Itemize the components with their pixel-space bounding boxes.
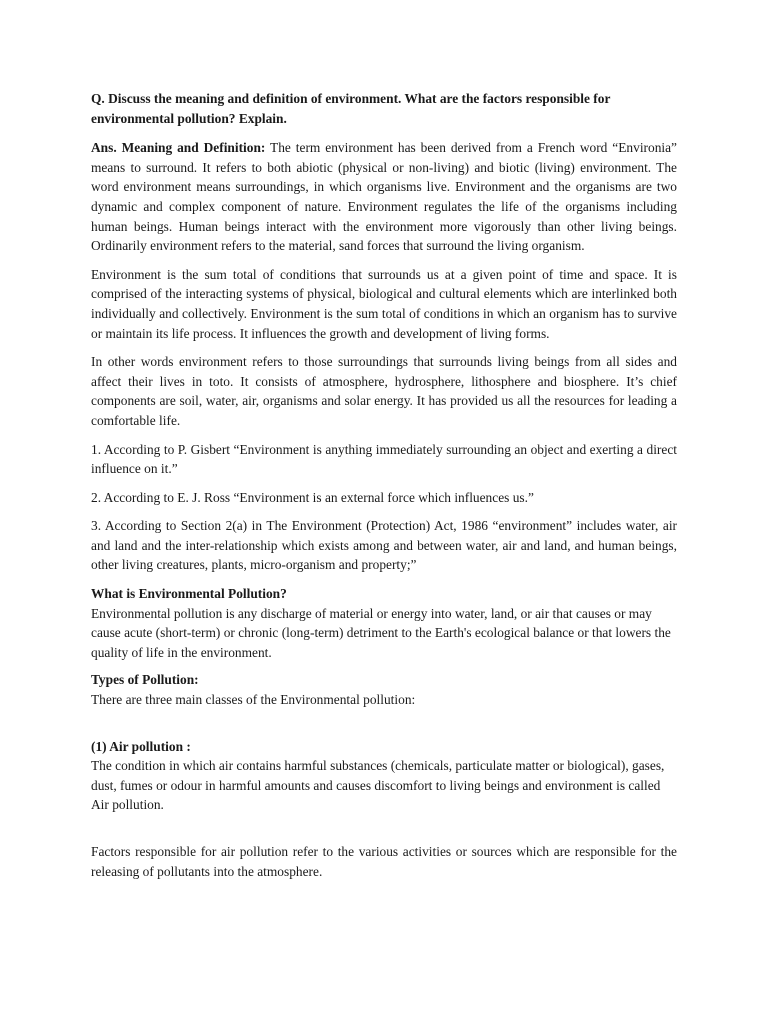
air-pollution-text: The condition in which air contains harmful substances (chemicals, particulate matter or biological), gases, dust, fumes or odour in harmful amounts and causes discomfort to living beings and environment is called Air pollution. <box>91 758 665 813</box>
answer-label: Ans. Meaning and Definition: <box>91 140 266 156</box>
definition-3: 3. According to Section 2(a) in The Environment (Protection) Act, 1986 “environment” includes water, air and land and the inter-relationship which exists among and between water, air and land, and human beings, other living creatures, plants, micro-organism and property;” <box>91 518 677 573</box>
air-pollution-factors: Factors responsible for air pollution refer to the various activities or sources which are responsible for the releasing of pollutants into the atmosphere. <box>91 844 677 879</box>
air-pollution-heading: (1) Air pollution : <box>91 738 191 754</box>
definition-2: 2. According to E. J. Ross “Environment is an external force which influences us.” <box>91 489 534 505</box>
body-paragraph-2: In other words environment refers to those surroundings that surrounds living beings from all sides and affect their lives in toto. It consists of atmosphere, hydrosphere, lithosphere and biosphere. It’s chief components are soil, water, air, organisms and solar energy. It has provided us all the resources for leading a comfortable life. <box>91 354 677 428</box>
pollution-section <box>91 584 677 662</box>
body-paragraph-1: Environment is the sum total of conditions that surrounds us at a given point of time and space. It is comprised of the interacting systems of physical, biological and cultural elements which are interlinked both individually and collectively. Environment is the sum total of conditions in which an organism has to survive or maintain its life process. It influences the growth and development of living forms. <box>91 266 677 341</box>
question-heading: Q. Discuss the meaning and definition of environment. What are the factors responsible for environmental pollution? Explain. <box>91 91 611 126</box>
types-text: There are three main classes of the Environmental pollution: <box>91 692 416 708</box>
types-section <box>91 670 677 709</box>
blank-line <box>91 718 677 737</box>
answer-text: The term environment has been derived from a French word “Environia” means to surround. It refers to both abiotic (physical or non-living) and biotic (living) environment. The word environment means surroundings, in which organisms live. Environment and the organisms are two dynamic and complex component of nature. Environment regulates the life of the organisms including human beings. Human beings interact with the environment more vigorously than other living beings. Ordinarily environment refers to the material, sand forces that surround the living organism. <box>91 140 677 254</box>
types-heading: Types of Pollution: <box>91 672 199 688</box>
pollution-text: Environmental pollution is any discharge of material or energy into water, land, or air that causes or may cause acute (short-term) or chronic (long-term) detriment to the Earth's ecological balance or that lowers the quality of life in the environment. <box>91 605 671 660</box>
answer-paragraph <box>91 138 677 256</box>
air-pollution-section <box>91 737 677 815</box>
definition-1: 1. According to P. Gisbert “Environment is anything immediately surrounding an object and exerting a direct influence on it.” <box>91 441 677 477</box>
blank-line <box>91 823 677 842</box>
pollution-heading: What is Environmental Pollution? <box>91 586 287 602</box>
